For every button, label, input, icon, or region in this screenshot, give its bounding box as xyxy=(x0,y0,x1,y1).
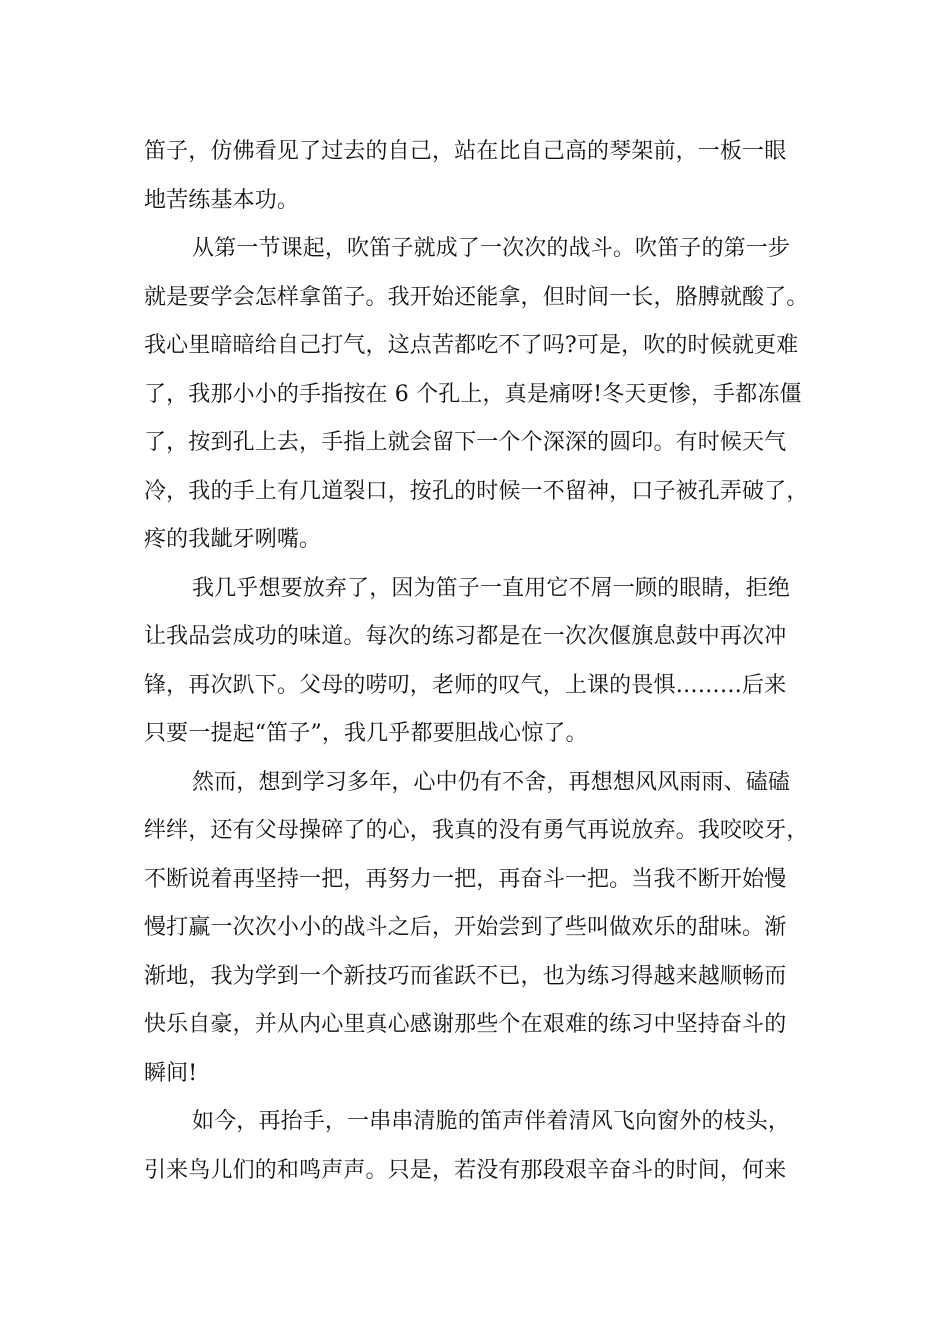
text-line: 就是要学会怎样拿笛子。我开始还能拿，但时间一长，胳膊就酸了。 xyxy=(144,284,809,310)
text-line: 快乐自豪，并从内心里真心感谢那些个在艰难的练习中坚持奋斗的 xyxy=(144,1012,787,1037)
text-line: 引来鸟儿们的和鸣声声。只是，若没有那段艰辛奋斗的时间，何来 xyxy=(144,1157,787,1183)
text-line: 渐地，我为学到一个新技巧而雀跃不已，也为练习得越来越顺畅而 xyxy=(144,963,787,989)
text-line: 笛子，仿佛看见了过去的自己，站在比自己高的琴架前，一板一眼 xyxy=(144,139,787,164)
text-line: 慢打赢一次次小小的战斗之后，开始尝到了些叫做欢乐的甜味。渐 xyxy=(144,915,787,940)
text-line: 锋，再次趴下。父母的唠叨，老师的叹气，上课的畏惧………后来 xyxy=(144,672,787,698)
paragraph-start-line: 我几乎想要放弃了，因为笛子一直用它不屑一顾的眼睛，拒绝 xyxy=(192,575,791,601)
text-line: 绊绊，还有父母操碎了的心，我真的没有勇气再说放弃。我咬咬牙， xyxy=(144,818,809,843)
text-line: 我心里暗暗给自己打气，这点苦都吃不了吗?可是，吹的时候就更难 xyxy=(144,333,799,358)
paragraph-start-line: 然而，想到学习多年，心中仍有不舍，再想想风风雨雨、磕磕 xyxy=(192,769,791,795)
paragraph-start-line: 从第一节课起，吹笛子就成了一次次的战斗。吹笛子的第一步 xyxy=(192,236,791,261)
paragraph-start-line: 如今，再抬手，一串串清脆的笛声伴着清风飞向窗外的枝头， xyxy=(192,1109,791,1134)
text-line: 疼的我龇牙咧嘴。 xyxy=(144,527,322,552)
text-line: 了，我那小小的手指按在 6 个孔上，真是痛呀!冬天更惨，手都冻僵 xyxy=(144,381,802,407)
text-line: 只要一提起“笛子”，我几乎都要胆战心惊了。 xyxy=(144,721,588,746)
text-line: 地苦练基本功。 xyxy=(144,187,300,213)
text-line: 了，按到孔上去，手指上就会留下一个个深深的圆印。有时候天气 xyxy=(144,430,787,455)
text-line: 让我品尝成功的味道。每次的练习都是在一次次偃旗息鼓中再次冲 xyxy=(144,624,787,649)
essay-body xyxy=(144,128,812,1195)
text-line: 瞬间! xyxy=(144,1060,198,1086)
text-line: 冷，我的手上有几道裂口，按孔的时候一不留神，口子被孔弄破了， xyxy=(144,478,809,504)
text-line: 不断说着再坚持一把，再努力一把，再奋斗一把。当我不断开始慢 xyxy=(144,866,787,892)
